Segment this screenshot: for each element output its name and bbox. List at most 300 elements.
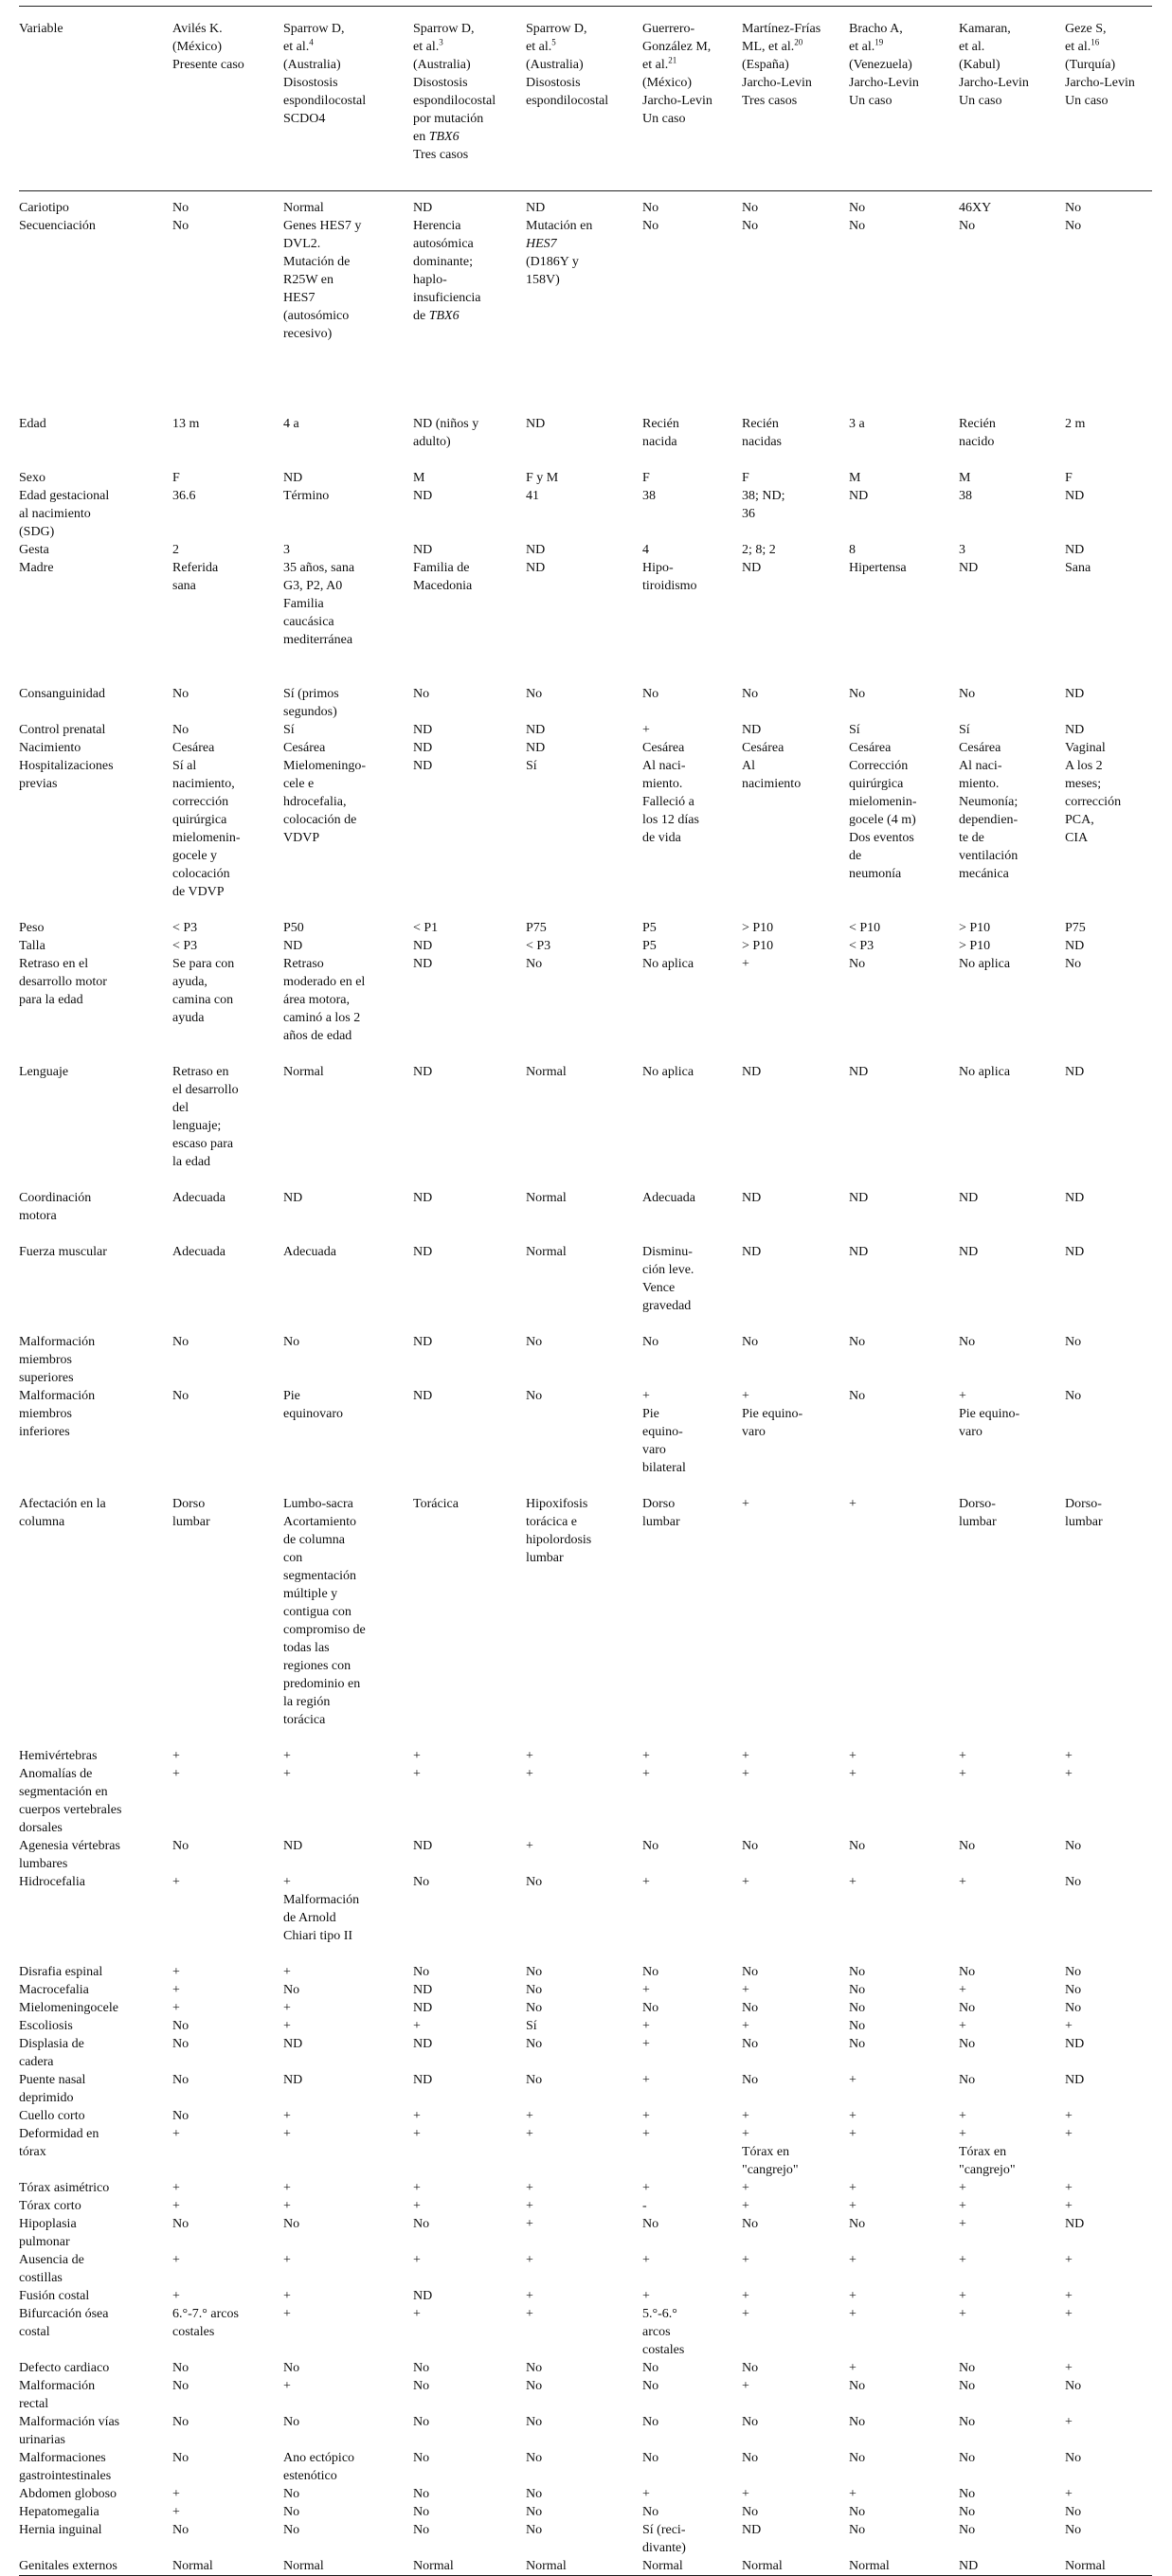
- value-cell: [413, 1189, 526, 1243]
- value-cell: [742, 2251, 849, 2287]
- table-row: [19, 2107, 1152, 2125]
- table-row: [19, 1063, 1152, 1189]
- cell-line: ND (niños y: [413, 417, 479, 431]
- cell-line: < P3: [172, 939, 198, 953]
- variable-cell: [19, 217, 172, 415]
- cell-line: Normal: [413, 2559, 454, 2573]
- value-cell: [642, 2017, 742, 2035]
- value-cell: [1065, 487, 1152, 541]
- cell-line: ND: [283, 2037, 303, 2051]
- value-cell: [172, 2557, 283, 2576]
- value-cell: [742, 1063, 849, 1189]
- cell-line: No: [1065, 1335, 1082, 1349]
- cell-line: No: [172, 2217, 189, 2231]
- cell-line: ND: [742, 723, 762, 737]
- value-cell: [959, 217, 1065, 415]
- table-row: [19, 2377, 1152, 2413]
- cell-line: motora: [19, 1209, 57, 1223]
- column-header-9: [1065, 7, 1152, 191]
- cell-line: (SDG): [19, 525, 55, 539]
- cell-line: No: [172, 2073, 189, 2087]
- cell-line: Lumbo-sacra: [283, 1497, 353, 1511]
- table-row: [19, 2521, 1152, 2557]
- value-cell: [1065, 955, 1152, 1063]
- value-cell: [1065, 685, 1152, 721]
- table-row: [19, 469, 1152, 487]
- cell-line: recesivo): [283, 327, 333, 341]
- value-cell: [742, 1765, 849, 1837]
- value-cell: [742, 2503, 849, 2521]
- value-cell: [1065, 937, 1152, 955]
- value-cell: [849, 1495, 959, 1747]
- variable-cell: [19, 2377, 172, 2413]
- value-cell: [959, 2215, 1065, 2251]
- cell-line: moderado en el: [283, 975, 366, 989]
- cell-line: No: [1065, 2451, 1082, 2465]
- cell-line: No: [642, 1965, 659, 1979]
- cell-line: +: [172, 2127, 180, 2141]
- value-cell: [959, 541, 1065, 559]
- column-header-2: [283, 7, 413, 191]
- value-cell: [1065, 1063, 1152, 1189]
- cell-line: miembros: [19, 1407, 72, 1421]
- value-cell: [849, 559, 959, 685]
- variable-cell: [19, 1387, 172, 1495]
- cell-line: Anomalías de: [19, 1767, 93, 1781]
- cell-line: 4 a: [283, 417, 299, 431]
- cell-line: No: [849, 2019, 866, 2033]
- value-cell: [1065, 2413, 1152, 2449]
- value-cell: [642, 2125, 742, 2179]
- cell-line: No: [283, 2217, 300, 2231]
- cell-line: segmentación: [283, 1569, 356, 1583]
- value-cell: [172, 487, 283, 541]
- value-cell: [959, 1981, 1065, 1999]
- value-cell: [849, 1243, 959, 1333]
- value-cell: [526, 2305, 642, 2359]
- cell-line: +: [526, 1767, 533, 1781]
- variable-cell: [19, 685, 172, 721]
- cell-line: No: [642, 1335, 659, 1349]
- cell-line: No: [642, 201, 659, 215]
- value-cell: [642, 1981, 742, 1999]
- cell-line: 3 a: [849, 417, 865, 431]
- value-cell: [1065, 1495, 1152, 1747]
- cell-line: +: [172, 2253, 180, 2267]
- cell-line: +: [959, 2019, 966, 2033]
- value-cell: [526, 415, 642, 469]
- cell-line: Edad: [19, 417, 46, 431]
- header-line: Jarcho-Levin: [849, 76, 919, 90]
- value-cell: [742, 721, 849, 739]
- cell-line: Malformaciones: [19, 2451, 106, 2465]
- cell-line: 36.6: [172, 489, 196, 503]
- variable-cell: [19, 2215, 172, 2251]
- value-cell: [742, 2413, 849, 2449]
- cell-line: No: [283, 2505, 300, 2519]
- value-cell: [959, 739, 1065, 757]
- cell-line: +: [849, 2109, 856, 2123]
- cell-line: +: [283, 2001, 291, 2015]
- value-cell: [526, 2359, 642, 2377]
- cell-line: deprimido: [19, 2091, 74, 2105]
- cell-line: ND: [413, 2001, 433, 2015]
- variable-cell: [19, 2449, 172, 2485]
- value-cell: [959, 2503, 1065, 2521]
- cell-line: -: [642, 2199, 647, 2213]
- variable-cell: [19, 1765, 172, 1837]
- value-cell: [526, 2503, 642, 2521]
- cell-line: No: [172, 2019, 189, 2033]
- variable-cell: [19, 1189, 172, 1243]
- value-cell: [642, 2521, 742, 2557]
- value-cell: [413, 2287, 526, 2305]
- cell-line: No: [526, 2361, 543, 2375]
- value-cell: [642, 2557, 742, 2576]
- cell-line: equino-: [642, 1425, 683, 1439]
- cell-line: No: [526, 2451, 543, 2465]
- cell-line: +: [742, 1497, 749, 1511]
- value-cell: [1065, 469, 1152, 487]
- cell-line: No: [1065, 201, 1082, 215]
- value-cell: [642, 757, 742, 919]
- cell-line: ND: [849, 1191, 869, 1205]
- variable-cell: [19, 1999, 172, 2017]
- cell-line: Dos eventos: [849, 831, 914, 845]
- value-cell: [849, 191, 959, 218]
- cell-line: Adecuada: [172, 1245, 225, 1259]
- cell-line: > P10: [742, 921, 774, 935]
- cell-line: lumbar: [172, 1515, 210, 1529]
- column-header-variable: [19, 7, 172, 191]
- cell-line: Ano ectópico: [283, 2451, 355, 2465]
- cell-line: No: [283, 1335, 300, 1349]
- cell-line: No: [742, 2451, 759, 2465]
- variable-cell: [19, 559, 172, 685]
- cell-line: Al naci-: [959, 759, 1002, 773]
- value-cell: [172, 2503, 283, 2521]
- value-cell: [283, 937, 413, 955]
- table-body: [19, 191, 1152, 2576]
- cell-line: No: [959, 2505, 976, 2519]
- cell-line: +: [742, 1767, 749, 1781]
- cell-line: Dorso: [172, 1497, 206, 1511]
- cell-line: No: [172, 2523, 189, 2537]
- value-cell: [849, 1189, 959, 1243]
- cell-line: área motora,: [283, 993, 350, 1007]
- cell-line: Deformidad en: [19, 2127, 99, 2141]
- cell-line: > P10: [742, 939, 774, 953]
- value-cell: [742, 2305, 849, 2359]
- cell-line: +: [526, 2307, 533, 2321]
- value-cell: [526, 739, 642, 757]
- cell-line: No: [413, 2379, 430, 2393]
- cell-line: ND: [283, 1839, 303, 1853]
- cell-line: No: [413, 2217, 430, 2231]
- cell-line: +: [742, 1983, 749, 1997]
- cell-line: corrección: [1065, 795, 1122, 809]
- value-cell: [1065, 2449, 1152, 2485]
- cell-line: Normal: [283, 1065, 324, 1079]
- value-cell: [413, 2017, 526, 2035]
- header-line: et al.$^5$: [526, 37, 556, 54]
- value-cell: [526, 1243, 642, 1333]
- value-cell: [526, 937, 642, 955]
- cell-line: 36: [742, 507, 755, 521]
- cell-line: M: [413, 471, 425, 485]
- cell-line: Normal: [1065, 2559, 1106, 2573]
- value-cell: [413, 2197, 526, 2215]
- value-cell: [413, 2179, 526, 2197]
- cell-line: Familia de: [413, 561, 470, 575]
- value-cell: [172, 685, 283, 721]
- value-cell: [283, 2377, 413, 2413]
- variable-cell: [19, 1837, 172, 1873]
- cell-line: mielomenin-: [849, 795, 917, 809]
- value-cell: [1065, 2377, 1152, 2413]
- variable-cell: [19, 2035, 172, 2071]
- cell-line: +: [1065, 2199, 1073, 2213]
- column-header-5: [642, 7, 742, 191]
- cell-line: Hipertensa: [849, 561, 907, 575]
- cell-line: No: [849, 1389, 866, 1403]
- value-cell: [742, 541, 849, 559]
- cell-line: +: [172, 1749, 180, 1763]
- value-cell: [742, 2557, 849, 2576]
- cell-line: No: [1065, 1965, 1082, 1979]
- cell-line: Genitales externos: [19, 2559, 117, 2573]
- value-cell: [642, 2377, 742, 2413]
- cell-line: Hepatomegalia: [19, 2505, 99, 2519]
- header-line: Jarcho-Levin: [742, 76, 812, 90]
- value-cell: [742, 217, 849, 415]
- cell-line: No: [526, 2073, 543, 2087]
- value-cell: [283, 469, 413, 487]
- cell-line: 41: [526, 489, 539, 503]
- value-cell: [959, 2449, 1065, 2485]
- cell-line: +: [283, 2379, 291, 2393]
- cell-line: camina con: [172, 993, 234, 1007]
- cell-line: No aplica: [959, 1065, 1011, 1079]
- cell-line: ND: [413, 1065, 433, 1079]
- cell-line: +: [172, 1875, 180, 1889]
- cell-line: No: [1065, 2505, 1082, 2519]
- cell-line: te de: [959, 831, 984, 845]
- cell-line: Sí: [526, 759, 537, 773]
- table-row: [19, 757, 1152, 919]
- value-cell: [526, 1963, 642, 1981]
- cell-line: No: [959, 2037, 976, 2051]
- cell-line: colocación de: [283, 813, 357, 827]
- variable-cell: [19, 937, 172, 955]
- cell-line: +: [413, 1767, 421, 1781]
- cell-line: ND: [413, 1245, 433, 1259]
- cell-line: ND: [1065, 2217, 1085, 2231]
- table-row: [19, 1981, 1152, 1999]
- cell-line: 3: [283, 543, 290, 557]
- cell-line: Cariotipo: [19, 201, 69, 215]
- cell-line: No: [1065, 2523, 1082, 2537]
- cell-line: Al: [742, 759, 755, 773]
- cell-line: No: [959, 2001, 976, 2015]
- variable-cell: [19, 739, 172, 757]
- cell-line: columna: [19, 1515, 65, 1529]
- cell-line: Coordinación: [19, 1191, 92, 1205]
- value-cell: [413, 1765, 526, 1837]
- cell-line: del: [172, 1101, 189, 1115]
- cell-line: No: [526, 2523, 543, 2537]
- value-cell: [413, 217, 526, 415]
- cell-line: nacimiento,: [172, 777, 235, 791]
- value-cell: [413, 2377, 526, 2413]
- value-cell: [172, 2125, 283, 2179]
- cell-line: No: [172, 723, 189, 737]
- value-cell: [526, 2035, 642, 2071]
- cell-line: ND: [742, 1191, 762, 1205]
- value-cell: [642, 955, 742, 1063]
- value-cell: [959, 2521, 1065, 2557]
- value-cell: [1065, 2071, 1152, 2107]
- cell-line: +: [849, 2127, 856, 2141]
- cell-line: No: [959, 219, 976, 233]
- cell-line: Macedonia: [413, 579, 473, 593]
- cell-line: No: [959, 2487, 976, 2501]
- cell-line: Chiari tipo II: [283, 1929, 353, 1943]
- header-line: (España): [742, 58, 789, 72]
- cell-line: Consanguinidad: [19, 687, 105, 701]
- cell-line: +: [1065, 2289, 1073, 2303]
- cell-line: +: [172, 2181, 180, 2195]
- cell-line: urinarias: [19, 2433, 65, 2447]
- cell-line: +: [526, 2199, 533, 2213]
- value-cell: [849, 1981, 959, 1999]
- value-cell: [959, 2179, 1065, 2197]
- table-row: [19, 1189, 1152, 1243]
- cell-line: ND: [413, 939, 433, 953]
- cell-line: ND: [742, 1245, 762, 1259]
- cell-line: Corrección: [849, 759, 909, 773]
- value-cell: [283, 721, 413, 739]
- value-cell: [526, 2071, 642, 2107]
- header-line: et al.$^{21}$: [642, 55, 677, 72]
- value-cell: [1065, 2107, 1152, 2125]
- cell-line: ventilación: [959, 849, 1019, 863]
- cell-line: +: [1065, 1767, 1073, 1781]
- cell-line: 158V): [526, 273, 560, 287]
- value-cell: [1065, 757, 1152, 919]
- value-cell: [283, 559, 413, 685]
- cell-line: +: [849, 2181, 856, 2195]
- variable-cell: [19, 919, 172, 937]
- cell-line: +: [849, 2289, 856, 2303]
- value-cell: [283, 2449, 413, 2485]
- cell-line: No: [172, 687, 189, 701]
- cell-line: ND: [283, 939, 303, 953]
- cell-line: ND: [1065, 1191, 1085, 1205]
- cell-line: +: [642, 2289, 650, 2303]
- value-cell: [172, 2215, 283, 2251]
- cell-line: Sí (primos: [283, 687, 339, 701]
- cell-line: varo: [959, 1425, 983, 1439]
- cell-line: No: [959, 2361, 976, 2375]
- value-cell: [642, 1333, 742, 1387]
- cell-line: ND: [413, 1983, 433, 1997]
- cell-line: pulmonar: [19, 2235, 70, 2249]
- cell-line: mediterránea: [283, 633, 353, 647]
- variable-cell: [19, 191, 172, 218]
- cell-line: Torácica: [413, 1497, 459, 1511]
- value-cell: [742, 2287, 849, 2305]
- value-cell: [959, 2251, 1065, 2287]
- value-cell: [283, 1873, 413, 1963]
- value-cell: [849, 1747, 959, 1765]
- cell-line: +: [283, 1749, 291, 1763]
- header-line: Variable: [19, 22, 63, 36]
- cell-line: Falleció a: [642, 795, 694, 809]
- value-cell: [849, 919, 959, 937]
- cell-line: No: [172, 1335, 189, 1349]
- value-cell: [642, 1873, 742, 1963]
- value-cell: [172, 1333, 283, 1387]
- value-cell: [959, 757, 1065, 919]
- cell-line: ND: [413, 1335, 433, 1349]
- cell-line: Malformación: [19, 1389, 96, 1403]
- value-cell: [172, 2251, 283, 2287]
- value-cell: [1065, 739, 1152, 757]
- cell-line: Hidrocefalia: [19, 1875, 85, 1889]
- cell-line: No: [172, 2109, 189, 2123]
- value-cell: [283, 1189, 413, 1243]
- value-cell: [959, 2287, 1065, 2305]
- value-cell: [642, 1747, 742, 1765]
- value-cell: [849, 2251, 959, 2287]
- table-row: [19, 2557, 1152, 2576]
- value-cell: [959, 2107, 1065, 2125]
- table-row: [19, 191, 1152, 218]
- cell-line: Normal: [526, 2559, 567, 2573]
- cell-line: gravedad: [642, 1299, 692, 1313]
- cell-line: No: [283, 2415, 300, 2429]
- value-cell: [413, 2305, 526, 2359]
- cell-line: +: [959, 1767, 966, 1781]
- value-cell: [526, 2197, 642, 2215]
- table-row: [19, 1873, 1152, 1963]
- cell-line: costal: [19, 2325, 50, 2339]
- value-cell: [849, 1063, 959, 1189]
- value-cell: [1065, 1747, 1152, 1765]
- cell-line: ND: [1065, 723, 1085, 737]
- cell-line: Dorso-: [959, 1497, 996, 1511]
- cell-line: los 12 días: [642, 813, 699, 827]
- value-cell: [849, 415, 959, 469]
- cell-line: 8: [849, 543, 856, 557]
- cell-line: costales: [642, 2343, 685, 2357]
- value-cell: [1065, 2017, 1152, 2035]
- cell-line: No: [849, 1983, 866, 1997]
- cell-line: ayuda,: [172, 975, 207, 989]
- value-cell: [526, 2107, 642, 2125]
- cell-line: +: [849, 1497, 856, 1511]
- cell-line: +: [413, 2019, 421, 2033]
- cell-line: Tórax corto: [19, 2199, 81, 2213]
- cell-line: +: [172, 1983, 180, 1997]
- cell-line: Malformación: [283, 1893, 360, 1907]
- cell-line: ND: [959, 1245, 979, 1259]
- cell-line: ND: [413, 1389, 433, 1403]
- value-cell: [413, 2503, 526, 2521]
- cell-line: +: [283, 2019, 291, 2033]
- table-row: [19, 2287, 1152, 2305]
